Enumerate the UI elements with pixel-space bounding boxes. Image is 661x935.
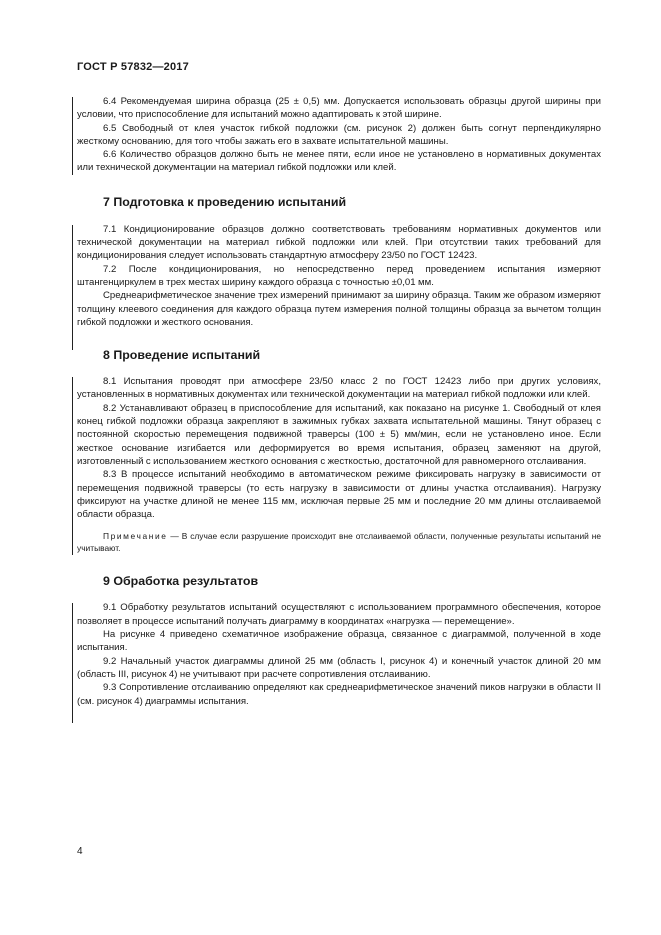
paragraph-7-2: 7.2 После кондиционирования, но непосредственно перед проведением испытания измеряют штангенциркулем в трех местах ширину каждого образца с точностью ±0,01 мм. (77, 263, 601, 288)
section-6-block (77, 95, 601, 175)
page-content (77, 95, 601, 708)
change-bar (72, 97, 73, 175)
document-header: ГОСТ Р 57832—2017 (77, 61, 189, 73)
section-7-title: 7 Подготовка к проведению испытаний (103, 194, 347, 209)
paragraph-8-3: 8.3 В процессе испытаний необходимо в автоматическом режиме фиксировать нагрузку в зависимости от перемещения подвижной траверсы (то есть нагрузку в зависимости от длины участка отслаивания). Нагрузку фиксируют на участке длиной не менее 115 мм, исключая первые 25 мм и последние 20 мм длины отслаиваемой области образца. (77, 469, 601, 521)
section-9-title: 9 Обработка результатов (103, 574, 259, 589)
paragraph-9-2: 9.2 Начальный участок диаграммы длиной 25 мм (область I, рисунок 4) и конечный участок длиной 20 мм (область III, рисунок 4) не учитывают при расчете сопротивления отслаиванию. (77, 655, 601, 680)
page-number: 4 (77, 846, 83, 857)
note-text: — В случае если разрушение происходит вне отслаиваемой области, полученные результаты испытаний не учитывают. (77, 531, 601, 554)
paragraph-7-1: 7.1 Кондиционирование образцов должно соответствовать требованиям нормативных документов или технической документации на материал гибкой подложки или клей. При отсутствии таких требований для кондиционирования следует использовать стандартную атмосферу 23/50 по ГОСТ 12423. (77, 223, 601, 262)
section-7-block (77, 223, 601, 329)
section-9-block (77, 601, 601, 707)
section-8-title: 8 Проведение испытаний (103, 348, 261, 363)
paragraph-7-2-cont: Среднеарифметическое значение трех измерений принимают за ширину образца. Таким же образом измеряют толщину клеевого соединения для каждого образца путем измерения полной толщины образца за вычетом толщин гибкой подложки и жесткого основания. (77, 290, 601, 328)
note-label: Примечание (103, 531, 168, 542)
change-bar (72, 377, 73, 555)
change-bar (72, 225, 73, 350)
change-bar (72, 603, 73, 723)
note-paragraph (77, 530, 601, 554)
paragraph-9-3: 9.3 Сопротивление отслаиванию определяют как среднеарифметическое значений пиков нагрузки в области II (см. рисунок 4) диаграммы испытания. (77, 682, 601, 707)
paragraph-8-2: 8.2 Устанавливают образец в приспособление для испытаний, как показано на рисунке 1. Свободный от клея конец гибкой подложки образца закрепляют в зажимных губках захвата испытательной машины. Тянут образец с постоянной скоростью перемещения подвижной траверсы (100 ± 5) мм/мин, если не установлено иное. Если жесткое основание изгибается или деформируется во время испытания, образец заменяют на другой, изготовленный с использованием жесткого основания с жесткостью, достаточной для равномерного отслаивания. (77, 402, 601, 467)
section-8-block (77, 375, 601, 554)
paragraph-6-6: 6.6 Количество образцов должно быть не менее пяти, если иное не установлено в нормативных документах или технической документации на материал гибкой подложки или клей. (77, 149, 601, 174)
paragraph-8-1: 8.1 Испытания проводят при атмосфере 23/50 класс 2 по ГОСТ 12423 либо при других условиях, установленных в нормативных документах или технической документации на материал гибкой подложки или клей. (77, 376, 601, 401)
paragraph-9-1-cont: На рисунке 4 приведено схематичное изображение образца, связанное с диаграммой, полученной в ходе испытания. (77, 629, 601, 654)
paragraph-9-1: 9.1 Обработку результатов испытаний осуществляют с использованием программного обеспечения, которое позволяет в процессе испытаний получать диаграмму в координатах «нагрузка — перемещение». (77, 602, 601, 627)
paragraph-6-5: 6.5 Свободный от клея участок гибкой подложки (см. рисунок 2) должен быть согнут перпендикулярно жесткому основанию, для того чтобы зажать его в захвате испытательной машины. (77, 122, 601, 147)
paragraph-6-4: 6.4 Рекомендуемая ширина образца (25 ± 0,5) мм. Допускается использовать образцы другой ширины при условии, что приспособление для испытаний можно адаптировать к этой ширине. (77, 96, 601, 121)
